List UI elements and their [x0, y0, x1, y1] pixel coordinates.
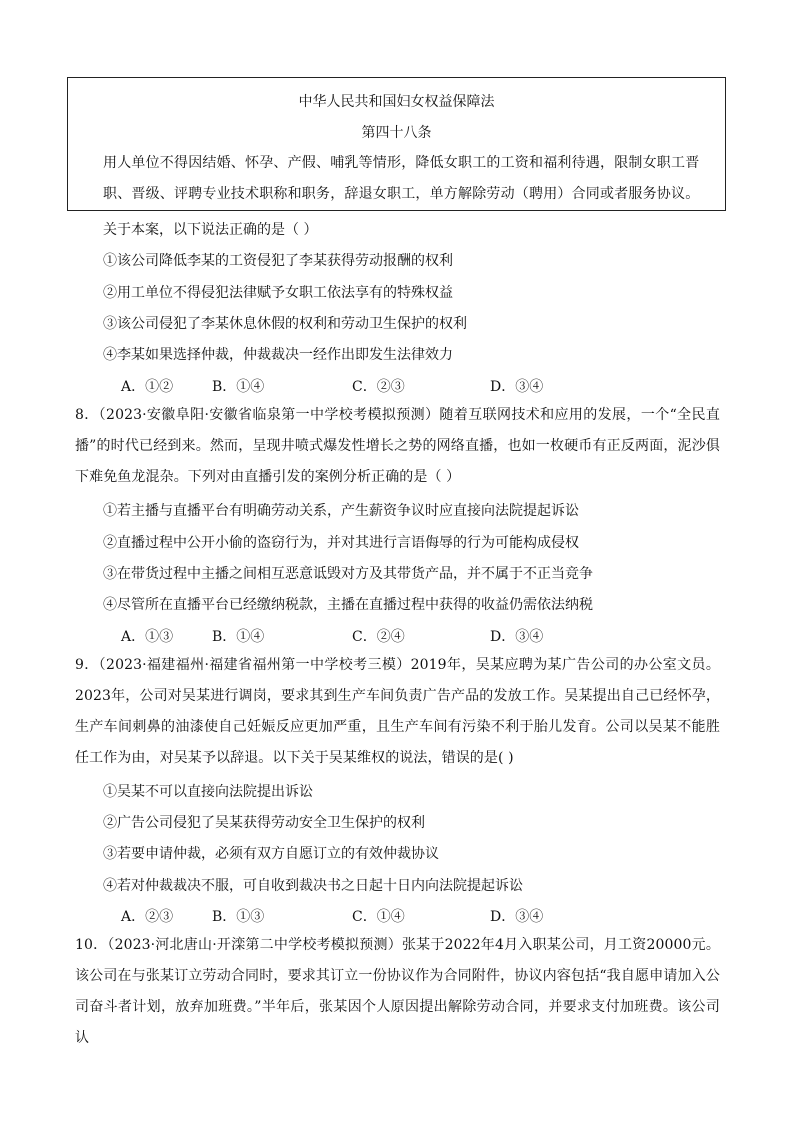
q7-option-d: D．③④: [490, 379, 544, 395]
q8-option-b: B．①④: [212, 629, 265, 645]
q9-stem: 9．（2023·福建福州·福建省福州第一中学校考三模）2019年，吴某应聘为某广告公司的办公室文员。2023年，公司对吴某进行调岗，要求其到生产车间负责广告产品的发放工作。吴某提出自己已经怀孕，生产车间刺鼻的油漆使自己妊娠反应更加严重，且生产车间有污染不利于胎儿发育。公司以吴某不能胜任工作为由，对吴某予以辞退。以下关于吴某维权的说法，错误的是( ): [75, 657, 720, 766]
q7-item-4: ④李某如果选择仲裁，仲裁裁决一经作出即发生法律效力: [103, 347, 453, 363]
q9-item-3: ③若要申请仲裁，必须有双方自愿订立的有效仲裁协议: [103, 846, 439, 862]
q8-option-c: C．②④: [352, 629, 405, 645]
q9-item-1: ①吴某不可以直接向法院提出诉讼: [103, 784, 313, 800]
q9-option-c: C．①④: [352, 909, 405, 925]
q7-item-2: ②用工单位不得侵犯法律赋予女职工依法享有的特殊权益: [103, 285, 453, 301]
q8-stem: 8．（2023·安徽阜阳·安徽省临泉第一中学校考模拟预测）随着互联网技术和应用的发展，一个“全民直播”的时代已经到来。然而，呈现井喷式爆发性增长之势的网络直播，也如一枚硬币有正反两面，泥沙俱下难免鱼龙混杂。下列对由直播引发的案例分析正确的是（ ）: [75, 407, 720, 485]
q8-item-3: ③在带货过程中主播之间相互恶意诋毁对方及其带货产品，并不属于不正当竞争: [103, 566, 593, 582]
q9-item-2: ②广告公司侵犯了吴某获得劳动安全卫生保护的权利: [103, 815, 425, 831]
law-article: 第四十八条: [361, 125, 432, 141]
q9-option-a: A．②③: [121, 909, 174, 925]
q10-stem: 10．（2023·河北唐山·开滦第二中学校考模拟预测）张某于2022年4月入职某公司，月工资20000元。该公司在与张某订立劳动合同时，要求其订立一份协议作为合同附件，协议内容包括“我自愿申请加入公司奋斗者计划，放弃加班费。”半年后，张某因个人原因提出解除劳动合同，并要求支付加班费。该公司认: [75, 937, 720, 1046]
q8-item-1: ①若主播与直播平台有明确劳动关系，产生薪资争议时应直接向法院提起诉讼: [103, 503, 579, 519]
q7-stem: 关于本案，以下说法正确的是（ ）: [103, 222, 318, 238]
q8-option-d: D．③④: [490, 629, 544, 645]
q7-item-3: ③该公司侵犯了李某休息休假的权利和劳动卫生保护的权利: [103, 316, 467, 332]
q7-option-b: B．①④: [212, 379, 265, 395]
q7-item-1: ①该公司降低李某的工资侵犯了李某获得劳动报酬的权利: [103, 253, 453, 269]
law-title: 中华人民共和国妇女权益保障法: [298, 94, 495, 110]
law-text: 用人单位不得因结婚、怀孕、产假、哺乳等情形，降低女职工的工资和福利待遇，限制女职工晋职、晋级、评聘专业技术职称和职务，辞退女职工，单方解除劳动（聘用）合同或者服务协议。: [103, 155, 700, 202]
q8-option-a: A．①③: [121, 629, 174, 645]
q9-option-b: B．①③: [212, 909, 265, 925]
q7-option-a: A．①②: [121, 379, 174, 395]
q9-item-4: ④若对仲裁裁决不服，可自收到裁决书之日起十日内向法院提起诉讼: [103, 878, 523, 894]
law-excerpt-box: [67, 77, 726, 211]
q8-item-4: ④尽管所在直播平台已经缴纳税款，主播在直播过程中获得的收益仍需依法纳税: [103, 597, 593, 613]
q9-option-d: D．③④: [490, 909, 544, 925]
q7-option-c: C．②③: [352, 379, 405, 395]
q8-item-2: ②直播过程中公开小偷的盗窃行为，并对其进行言语侮辱的行为可能构成侵权: [103, 535, 579, 551]
